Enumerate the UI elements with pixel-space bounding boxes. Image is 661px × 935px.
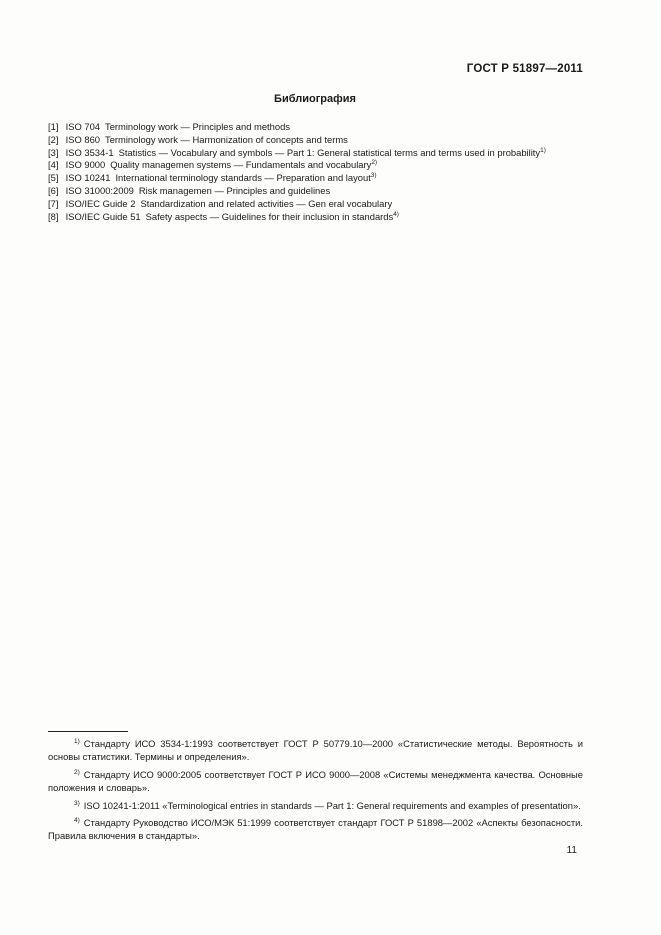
footnote [48,737,583,764]
bibliography-entry [48,159,608,172]
footnote-mark: 4) [74,817,80,825]
entry-number: [1] [48,121,59,132]
footnote-reference: 3) [370,172,377,180]
bibliography-entry [48,172,608,185]
entry-number: [6] [48,184,59,196]
entry-standard: ISO 3534-1 [65,146,114,158]
entry-text: Risk managemen — Principles and guidelines [138,184,331,196]
footnote-mark: 2) [74,768,80,776]
bibliography-entry [48,211,608,224]
bibliography-list [48,121,608,223]
document-code: ГОСТ Р 51897—2011 [466,63,583,75]
footnote [48,799,583,812]
entry-text: Standardization and related activities — Gen eral vocabulary [140,197,393,209]
bibliography-entry [48,147,608,160]
footnotes [48,737,583,847]
footnote-text: Стандарту ИСО 3534-1:1993 соответствует ГОСТ Р 50779.10—2000 «Статистические методы. Вероятность и основы статистики. Термины и определения». [48,738,583,763]
footnote-mark: 1) [74,738,80,745]
footnote-mark: 3) [74,799,80,807]
footnote [48,768,583,795]
entry-standard: ISO 31000:2009 [65,184,134,196]
footnote-reference: 1) [540,146,546,154]
entry-standard: ISO 10241 [65,172,111,184]
entry-standard: ISO/IEC Guide 51 [65,210,141,222]
footnote-text: ISO 10241-1:2011 «Terminological entries in standards — Part 1: General requirements and examples of presentation». [83,799,581,811]
entry-standard: ISO 9000 [65,159,106,171]
entry-number: [5] [48,172,59,184]
bibliography-entry [48,134,608,147]
bibliography-entry [48,185,608,198]
footnote-text: Стандарту ИСО 9000:2005 соответствует ГОСТ Р ИСО 9000—2008 «Системы менеджмента качества. Основные положения и словарь». [48,768,583,794]
entry-text: Statistics — Vocabulary and symbols — Part 1: General statistical terms and terms used in probability [118,146,541,158]
footnote-reference: 2) [371,159,378,167]
footnote-divider [48,731,128,732]
entry-number: [2] [48,133,59,145]
entry-standard: ISO 704 [65,121,101,132]
entry-text: Terminology work — Principles and methods [105,121,290,132]
entry-text: Terminology work — Harmonization of concepts and terms [105,133,348,145]
footnote [48,816,583,843]
bibliography-title: Библиография [274,93,356,105]
entry-text: Safety aspects — Guidelines for their inclusion in standards [145,210,394,222]
footnote-reference: 4) [393,210,399,218]
entry-number: [3] [48,146,59,158]
entry-number: [4] [48,159,59,171]
footnote-text: Стандарту Руководство ИСО/МЭК 51:1999 соответствует стандарт ГОСТ Р 51898—2002 «Аспекты безопасности. Правила включения в стандарты». [48,817,583,842]
entry-text: International terminology standards — Preparation and layout [115,172,371,184]
entry-number: [8] [48,210,59,222]
entry-standard: ISO 860 [65,133,101,145]
entry-standard: ISO/IEC Guide 2 [65,197,136,209]
entry-number: [7] [48,197,59,209]
bibliography-entry [48,198,608,211]
page-number: 11 [566,845,577,856]
bibliography-entry [48,121,608,134]
entry-text: Quality managemen systems — Fundamentals and vocabulary [110,159,372,171]
